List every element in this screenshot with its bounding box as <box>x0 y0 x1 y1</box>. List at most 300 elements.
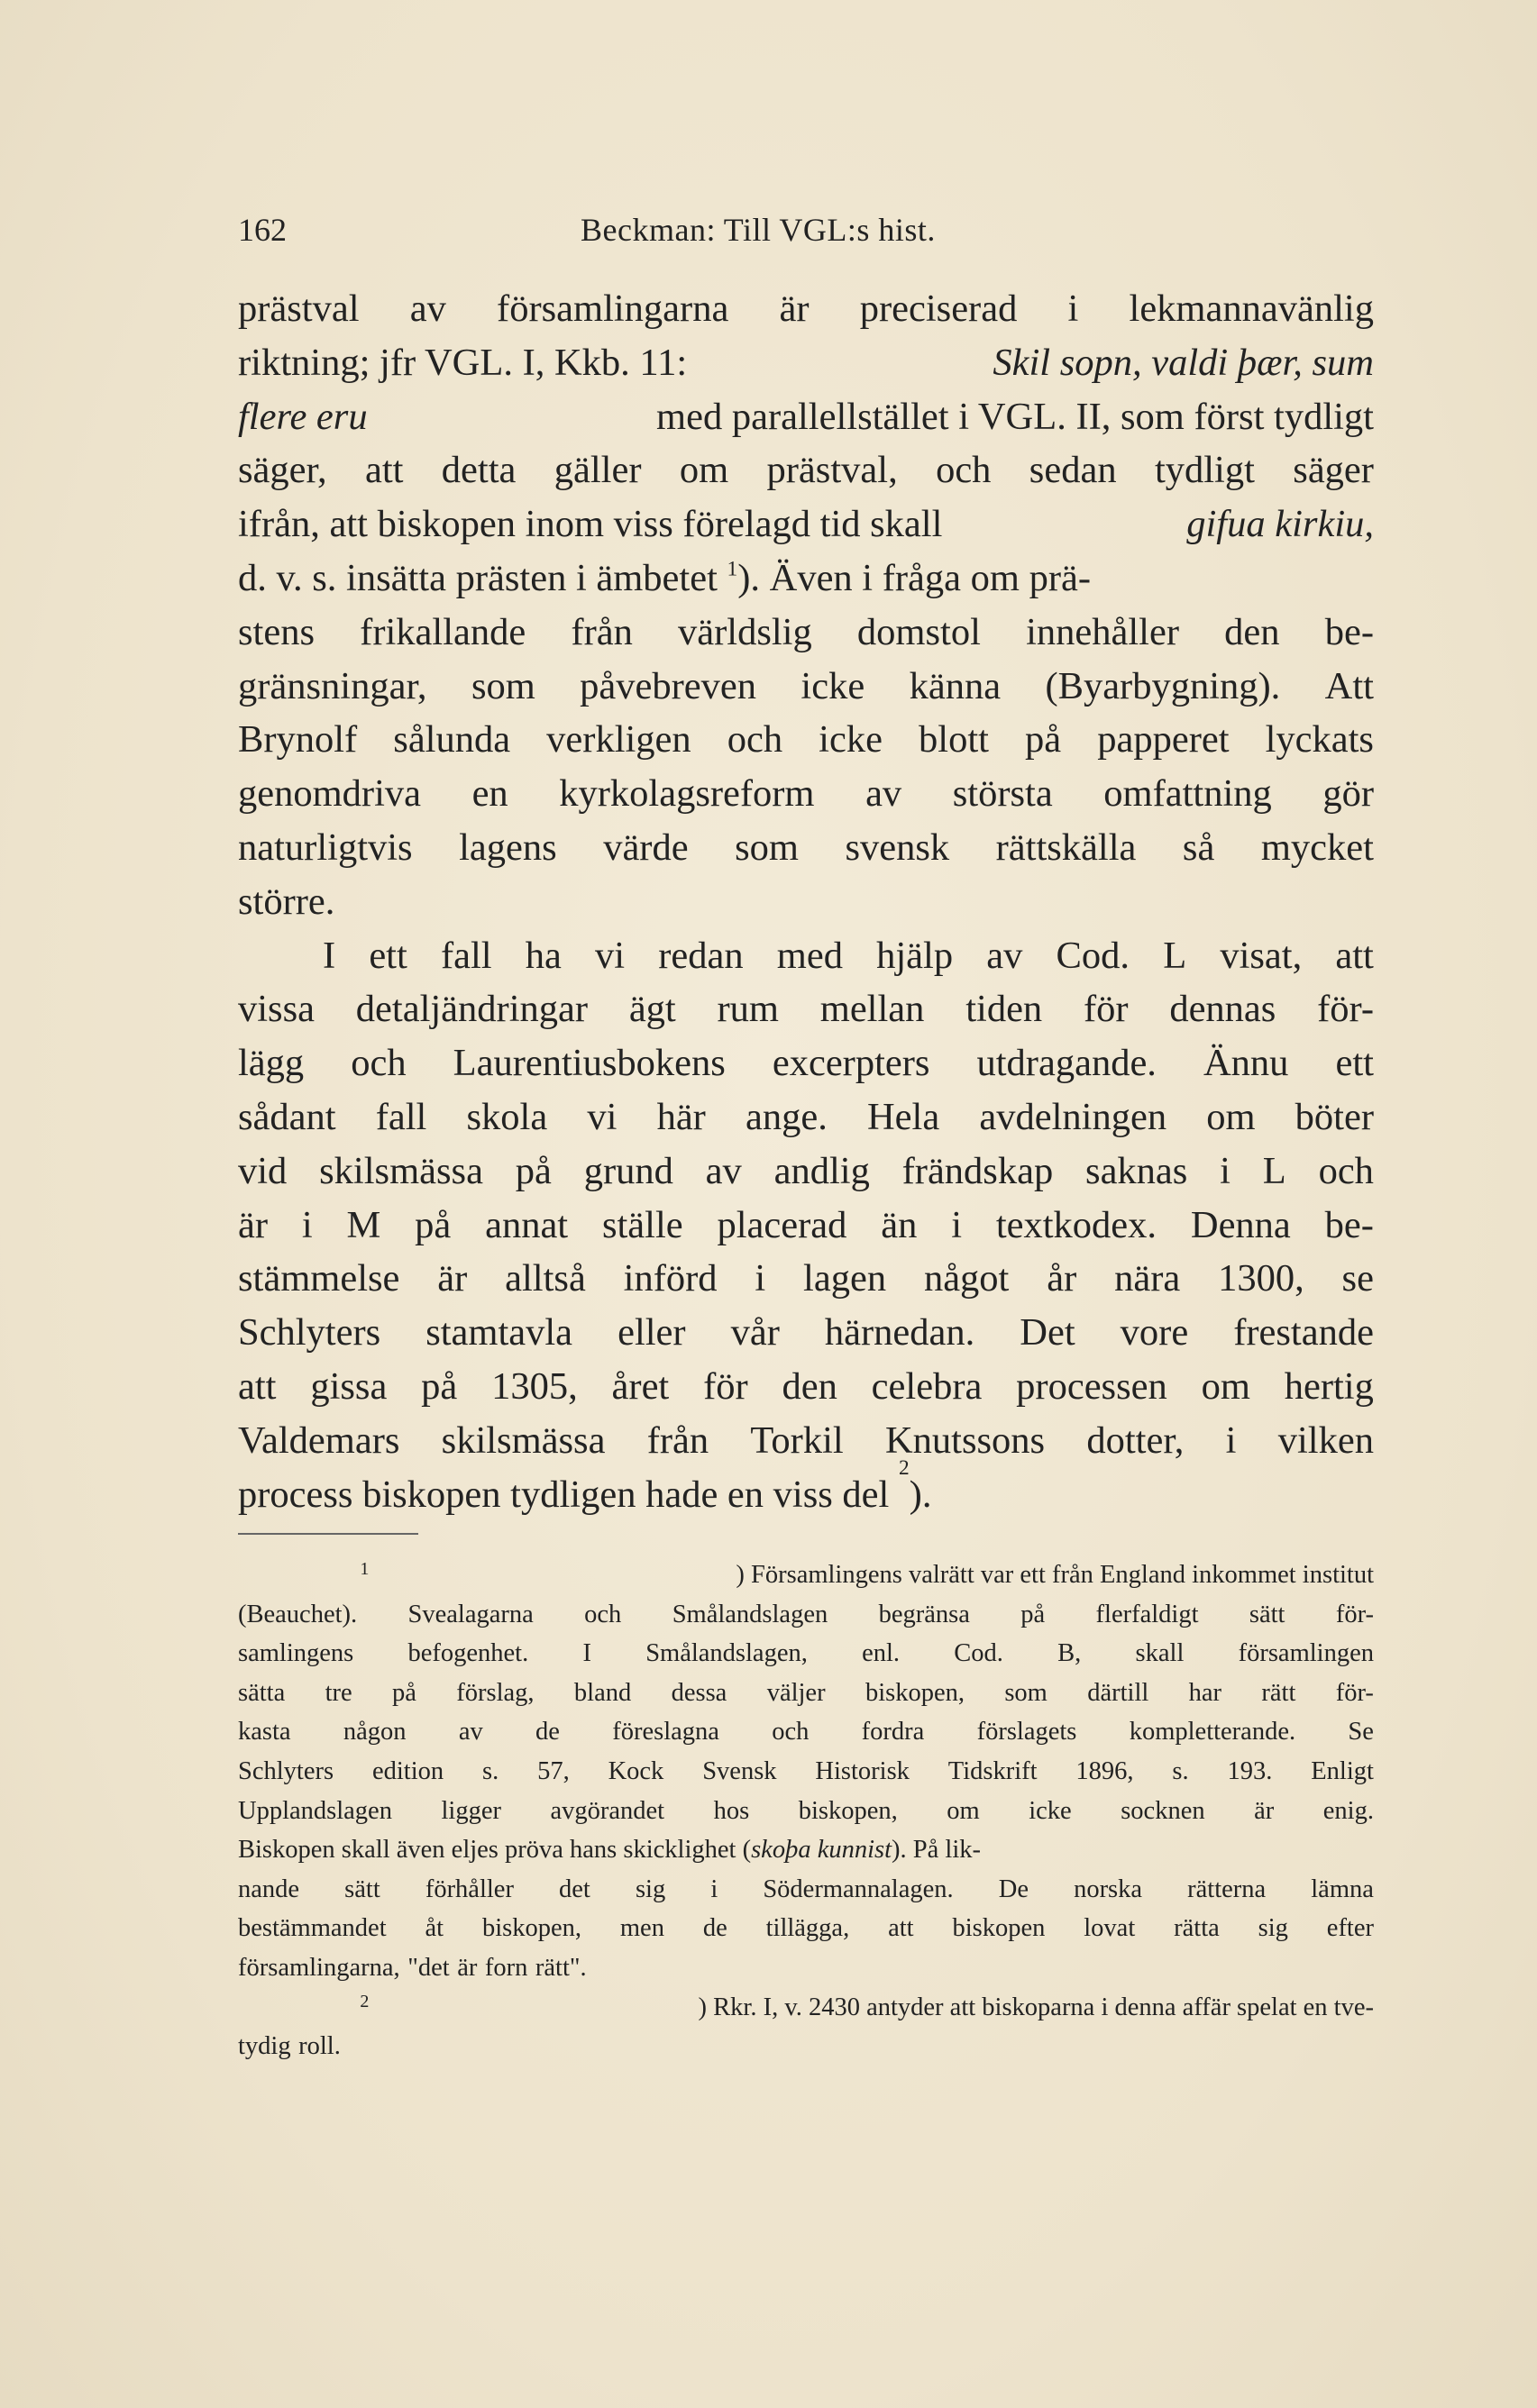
word: enl. <box>862 1639 901 1668</box>
word: rätterna <box>1187 1874 1267 1903</box>
word: innehåller <box>1026 610 1179 653</box>
word: i <box>1067 287 1079 330</box>
word: icke <box>819 718 883 762</box>
word: av <box>409 287 446 330</box>
word: lägg <box>238 1042 305 1085</box>
text-line <box>238 1455 1374 1522</box>
text-fragment: ). <box>909 1473 932 1516</box>
word: (Byarbygning). <box>1045 664 1281 707</box>
word: av <box>986 934 1023 977</box>
word: skola <box>466 1095 548 1138</box>
word: vid <box>238 1149 288 1192</box>
word: andlig <box>773 1149 870 1192</box>
footnote-line <box>238 1674 1374 1713</box>
word: befogenhet. <box>407 1639 529 1668</box>
word: påvebreven <box>580 664 757 707</box>
word: största <box>952 772 1053 816</box>
text-fragment: ) Rkr. I, v. 2430 antyder att biskoparna i denna affär spelat en tve- <box>698 1993 1374 2021</box>
word: Enligt <box>1311 1756 1374 1785</box>
text-line <box>238 552 1374 606</box>
word: föreslagna <box>612 1718 719 1747</box>
word: Se <box>1348 1718 1374 1747</box>
word: de <box>702 1914 727 1943</box>
word: säger, <box>238 449 327 492</box>
word: som <box>471 664 535 707</box>
word: att <box>888 1914 914 1943</box>
word: fall <box>375 1095 427 1138</box>
word: hertig <box>1284 1364 1374 1408</box>
word: domstol <box>856 610 981 653</box>
word: därtill <box>1087 1678 1149 1707</box>
word: flerfaldigt <box>1095 1600 1199 1628</box>
word: de <box>535 1718 560 1747</box>
word: på <box>392 1678 416 1707</box>
running-head: Beckman: Till VGL:s hist. <box>581 212 936 248</box>
word: roll. <box>298 2032 341 2061</box>
text-line <box>238 767 1374 821</box>
word: tydligt <box>1154 449 1255 492</box>
word: tydig <box>238 2032 291 2061</box>
word: det <box>559 1874 590 1903</box>
text-line <box>238 660 1374 714</box>
word: socknen <box>1121 1796 1205 1825</box>
word: är <box>1254 1796 1275 1825</box>
word: kasta <box>238 1718 291 1747</box>
word: 1300, <box>1218 1257 1304 1300</box>
word: förhåller <box>425 1874 514 1903</box>
word: vilken <box>1277 1418 1374 1462</box>
word: här <box>656 1095 706 1138</box>
word: skilsmässa <box>319 1149 483 1192</box>
word: celebra <box>871 1364 983 1408</box>
word: dennas <box>1169 988 1276 1031</box>
word: (Beauchet). <box>238 1600 358 1628</box>
word: bland <box>573 1678 632 1707</box>
word: gäller <box>554 449 642 492</box>
word: "det <box>407 1953 450 1982</box>
word: s. <box>1172 1756 1189 1785</box>
word: nande <box>238 1874 300 1903</box>
word: efter <box>1326 1914 1374 1943</box>
word: papperet <box>1097 718 1230 762</box>
footnote-line <box>238 1634 1374 1674</box>
word: om <box>947 1796 980 1825</box>
word: s. <box>481 1756 499 1785</box>
word: vissa <box>238 988 315 1031</box>
word: i <box>951 1203 962 1246</box>
word: Schlyters <box>238 1311 381 1354</box>
word: omfattning <box>1103 772 1272 816</box>
footnote-reference: 2 <box>898 1455 910 1480</box>
text-fragment: d. v. s. insätta prästen i ämbetet <box>238 556 718 599</box>
word: rätt <box>1261 1678 1296 1707</box>
word: fordra <box>861 1718 925 1747</box>
word: frestande <box>1233 1311 1374 1354</box>
word: Tidskrift <box>947 1756 1038 1785</box>
word: frikallande <box>360 610 526 653</box>
word: De <box>998 1874 1029 1903</box>
footnote-marker: 1 <box>360 1559 370 1580</box>
footnotes <box>238 1555 1374 2066</box>
text-fragment <box>238 1988 369 2028</box>
word: 1305, <box>491 1364 578 1408</box>
footnote-line <box>238 1752 1374 1792</box>
text-line <box>238 1252 1374 1306</box>
word: församlingarna <box>497 287 729 330</box>
word: är <box>437 1257 468 1300</box>
word: dotter, <box>1086 1418 1185 1462</box>
word: men <box>619 1914 664 1943</box>
word: 1896, <box>1075 1756 1134 1785</box>
word: för <box>703 1364 748 1408</box>
word: införd <box>623 1257 718 1300</box>
text-line <box>238 982 1374 1036</box>
word: 57, <box>537 1756 570 1785</box>
word: känna <box>909 664 1002 707</box>
word: hjälp <box>876 934 954 977</box>
word: för- <box>1335 1678 1374 1707</box>
word: lämna <box>1311 1874 1374 1903</box>
word: textkodex. <box>995 1203 1157 1246</box>
footnote-line <box>238 1988 1374 2028</box>
page-header <box>238 207 1374 252</box>
word: om <box>679 449 729 492</box>
footnote-marker: 2 <box>360 1991 370 2011</box>
text-line <box>238 713 1374 767</box>
word: vi <box>587 1095 618 1138</box>
word: biskopen, <box>481 1914 581 1943</box>
word: tillägga, <box>765 1914 850 1943</box>
word: fall <box>440 934 492 977</box>
text-fragment: ). På lik- <box>892 1836 981 1865</box>
word: ligger <box>441 1796 501 1825</box>
text-fragment: ) Församlingens valrätt var ett från England inkommet institut <box>736 1561 1374 1589</box>
word: edition <box>371 1756 444 1785</box>
word: år <box>1047 1257 1077 1300</box>
word: detta <box>441 449 517 492</box>
word: enig. <box>1322 1796 1374 1825</box>
footnote-line <box>238 1870 1374 1910</box>
word: Svensk <box>702 1756 777 1785</box>
word: säger <box>1293 449 1374 492</box>
word: svensk <box>845 825 950 869</box>
footnote-line <box>238 1555 1374 1595</box>
text-line <box>238 282 1374 336</box>
word: kompletterande. <box>1129 1718 1296 1747</box>
word: Smålandslagen, <box>645 1639 808 1668</box>
text-line <box>238 1306 1374 1360</box>
word: 193. <box>1227 1756 1273 1785</box>
word: Det <box>1020 1311 1075 1354</box>
word: processen <box>1016 1364 1167 1408</box>
word: sålunda <box>393 718 511 762</box>
footnote-line <box>238 1712 1374 1752</box>
word: L <box>1262 1149 1286 1192</box>
word: redan <box>658 934 744 977</box>
word: Smålandslagen <box>672 1600 828 1628</box>
italic-citation: Skil sopn, valdi þær, sum <box>993 341 1374 384</box>
word: naturligtvis <box>238 825 413 869</box>
word: gränsningar, <box>238 664 427 707</box>
word: och <box>1318 1149 1374 1192</box>
text-line <box>238 1145 1374 1199</box>
word: församlingarna, <box>238 1953 400 1982</box>
word: i <box>710 1874 718 1903</box>
word: visat, <box>1220 934 1303 977</box>
word: Hela <box>866 1095 940 1138</box>
word: Laurentiusbokens <box>453 1042 726 1085</box>
footnote-line <box>238 1830 1374 1870</box>
word: om <box>1201 1364 1250 1408</box>
text-line <box>238 443 1374 497</box>
word: om <box>1206 1095 1256 1138</box>
text-line <box>238 497 1374 552</box>
word: på <box>515 1149 552 1192</box>
word: är <box>238 1203 269 1246</box>
word: världslig <box>678 610 812 653</box>
footnote-line <box>238 1909 1374 1948</box>
text-fragment <box>238 1830 981 1870</box>
word: som <box>1004 1678 1048 1707</box>
word: sådant <box>238 1095 336 1138</box>
word: bestämmandet <box>238 1914 387 1943</box>
word: den <box>782 1364 837 1408</box>
word: nära <box>1114 1257 1181 1300</box>
word: än <box>881 1203 918 1246</box>
word: Valdemars <box>238 1418 400 1462</box>
word: dessa <box>671 1678 727 1707</box>
word: gissa <box>310 1364 388 1408</box>
word: är <box>779 287 810 330</box>
word: rättskälla <box>995 825 1137 869</box>
word: är <box>457 1953 478 1982</box>
word: stens <box>238 610 315 653</box>
word: så <box>1182 825 1215 869</box>
footnote-reference: 1 <box>727 557 738 581</box>
text-line <box>238 1360 1374 1414</box>
word: grund <box>583 1149 673 1192</box>
word: något <box>923 1257 1010 1300</box>
word: Svealagarna <box>407 1600 534 1628</box>
word: av <box>458 1718 483 1747</box>
word: prästval, <box>766 449 898 492</box>
word: verkligen <box>546 718 691 762</box>
word: av <box>865 772 902 816</box>
word: för- <box>1317 988 1374 1031</box>
word: lovat <box>1084 1914 1136 1943</box>
word: värde <box>603 825 689 869</box>
word: vore <box>1120 1311 1189 1354</box>
word: rätta <box>1174 1914 1220 1943</box>
body-text <box>238 282 1374 1521</box>
word: B, <box>1057 1639 1082 1668</box>
word: Cod. <box>954 1639 1003 1668</box>
word: att <box>364 449 404 492</box>
word: biskopen, <box>798 1796 898 1825</box>
word: frändskap <box>901 1149 1054 1192</box>
word: forn <box>484 1953 528 1982</box>
word: sedan <box>1029 449 1117 492</box>
text-line <box>238 1036 1374 1090</box>
word: Cod. <box>1056 934 1130 977</box>
text-fragment <box>238 1555 369 1595</box>
text-fragment: ). Även i fråga om prä- <box>737 556 1091 599</box>
word: en <box>471 772 508 816</box>
word: åt <box>425 1914 444 1943</box>
word: Denna <box>1190 1203 1291 1246</box>
word: för- <box>1335 1600 1374 1628</box>
word: samlingens <box>238 1639 354 1668</box>
word: ett <box>1335 1042 1374 1085</box>
footnote-line <box>238 1948 1374 1988</box>
text-line <box>238 336 1374 390</box>
word: att <box>1335 934 1374 977</box>
word: och <box>936 449 992 492</box>
word: med <box>776 934 843 977</box>
word: tre <box>325 1678 352 1707</box>
word: begränsa <box>878 1600 970 1628</box>
word: genomdriva <box>238 772 421 816</box>
word: annat <box>485 1203 569 1246</box>
word: för <box>1083 988 1129 1031</box>
word: sig <box>635 1874 666 1903</box>
text-line <box>238 929 1374 983</box>
word: Ännu <box>1203 1042 1289 1085</box>
word: lagens <box>459 825 557 869</box>
word: skilsmässa <box>441 1418 606 1462</box>
word: Brynolf <box>238 718 358 762</box>
word: icke <box>801 664 865 707</box>
text-line <box>238 1090 1374 1145</box>
word: icke <box>1029 1796 1072 1825</box>
word: tiden <box>965 988 1043 1031</box>
word: Historisk <box>815 1756 910 1785</box>
text-line <box>238 821 1374 875</box>
word: gör <box>1322 772 1374 816</box>
word: ha <box>525 934 562 977</box>
word: placerad <box>717 1203 847 1246</box>
word: Knutssons <box>884 1418 1046 1462</box>
word: blott <box>919 718 989 762</box>
word: den <box>1224 610 1280 653</box>
italic-citation: skoþa kunnist <box>751 1836 892 1865</box>
word: sätt <box>1249 1600 1285 1628</box>
word: alltså <box>505 1257 586 1300</box>
word: prästval <box>238 287 360 330</box>
text-fragment: process biskopen tydligen hade en viss del <box>238 1473 890 1516</box>
word: året <box>611 1364 670 1408</box>
page-number: 162 <box>238 212 287 248</box>
text-line <box>238 390 1374 444</box>
word: sätta <box>238 1678 286 1707</box>
word: från <box>646 1418 709 1462</box>
word: Att <box>1324 664 1374 707</box>
word: vår <box>730 1311 780 1354</box>
word: Schlyters <box>238 1756 334 1785</box>
word: på <box>1020 1600 1046 1628</box>
word: som <box>735 825 799 869</box>
word: Upplandslagen <box>238 1796 392 1825</box>
text-line <box>238 1199 1374 1253</box>
word: större. <box>238 880 335 923</box>
text-fragment: riktning; jfr VGL. I, Kkb. 11: <box>238 341 688 384</box>
word: se <box>1341 1257 1374 1300</box>
italic-citation: flere eru <box>238 395 368 438</box>
word: excerpters <box>772 1042 930 1085</box>
word: från <box>571 610 633 653</box>
word: I <box>323 934 336 977</box>
word: Kock <box>608 1756 664 1785</box>
word: lyckats <box>1265 718 1374 762</box>
word: stamtavla <box>425 1311 573 1354</box>
word: någon <box>343 1718 407 1747</box>
word: lagen <box>803 1257 887 1300</box>
footnote-line <box>238 1792 1374 1831</box>
word: Södermannalagen. <box>763 1874 954 1903</box>
word: Torkil <box>750 1418 844 1462</box>
word: utdragande. <box>976 1042 1157 1085</box>
word: ägt <box>628 988 676 1031</box>
word: ställe <box>601 1203 683 1246</box>
word: härnedan. <box>824 1311 975 1354</box>
word: kyrkolagsreform <box>559 772 815 816</box>
word: förslagets <box>976 1718 1077 1747</box>
word: sig <box>1258 1914 1288 1943</box>
word: biskopen <box>952 1914 1046 1943</box>
word: saknas <box>1085 1149 1188 1192</box>
word: i <box>1220 1149 1231 1192</box>
word: och <box>584 1600 622 1628</box>
word: lekmannavänlig <box>1129 287 1374 330</box>
word: eller <box>618 1311 686 1354</box>
word: i <box>755 1257 766 1300</box>
word: har <box>1188 1678 1222 1707</box>
text-line <box>238 875 1374 929</box>
word: be- <box>1324 1203 1374 1246</box>
text-fragment <box>238 552 1091 606</box>
text-fragment: ifrån, att biskopen inom viss förelagd tid skall <box>238 503 943 546</box>
word: stämmelse <box>238 1257 400 1300</box>
word: mycket <box>1260 825 1374 869</box>
word: ange. <box>745 1095 828 1138</box>
footnote-line <box>238 1595 1374 1635</box>
word: och <box>727 718 783 762</box>
word: norska <box>1074 1874 1143 1903</box>
word: i <box>1225 1418 1237 1462</box>
footnote-line <box>238 2027 1374 2066</box>
word: väljer <box>766 1678 826 1707</box>
word: och <box>351 1042 407 1085</box>
word: församlingen <box>1238 1639 1374 1668</box>
word: på <box>1025 718 1062 762</box>
word: L <box>1163 934 1187 977</box>
word: biskopen, <box>865 1678 965 1707</box>
word: och <box>772 1718 810 1747</box>
text-fragment: med parallellstället i VGL. II, som först tydligt <box>656 395 1374 438</box>
word: i <box>301 1203 313 1246</box>
word: rum <box>717 988 779 1031</box>
word: på <box>415 1203 452 1246</box>
word: ett <box>369 934 407 977</box>
word: detaljändringar <box>355 988 589 1031</box>
word: I <box>582 1639 591 1668</box>
word: M <box>346 1203 381 1246</box>
word: mellan <box>819 988 925 1031</box>
word: sätt <box>344 1874 380 1903</box>
footnote-divider <box>238 1533 418 1535</box>
word: avdelningen <box>979 1095 1167 1138</box>
word: vi <box>595 934 626 977</box>
